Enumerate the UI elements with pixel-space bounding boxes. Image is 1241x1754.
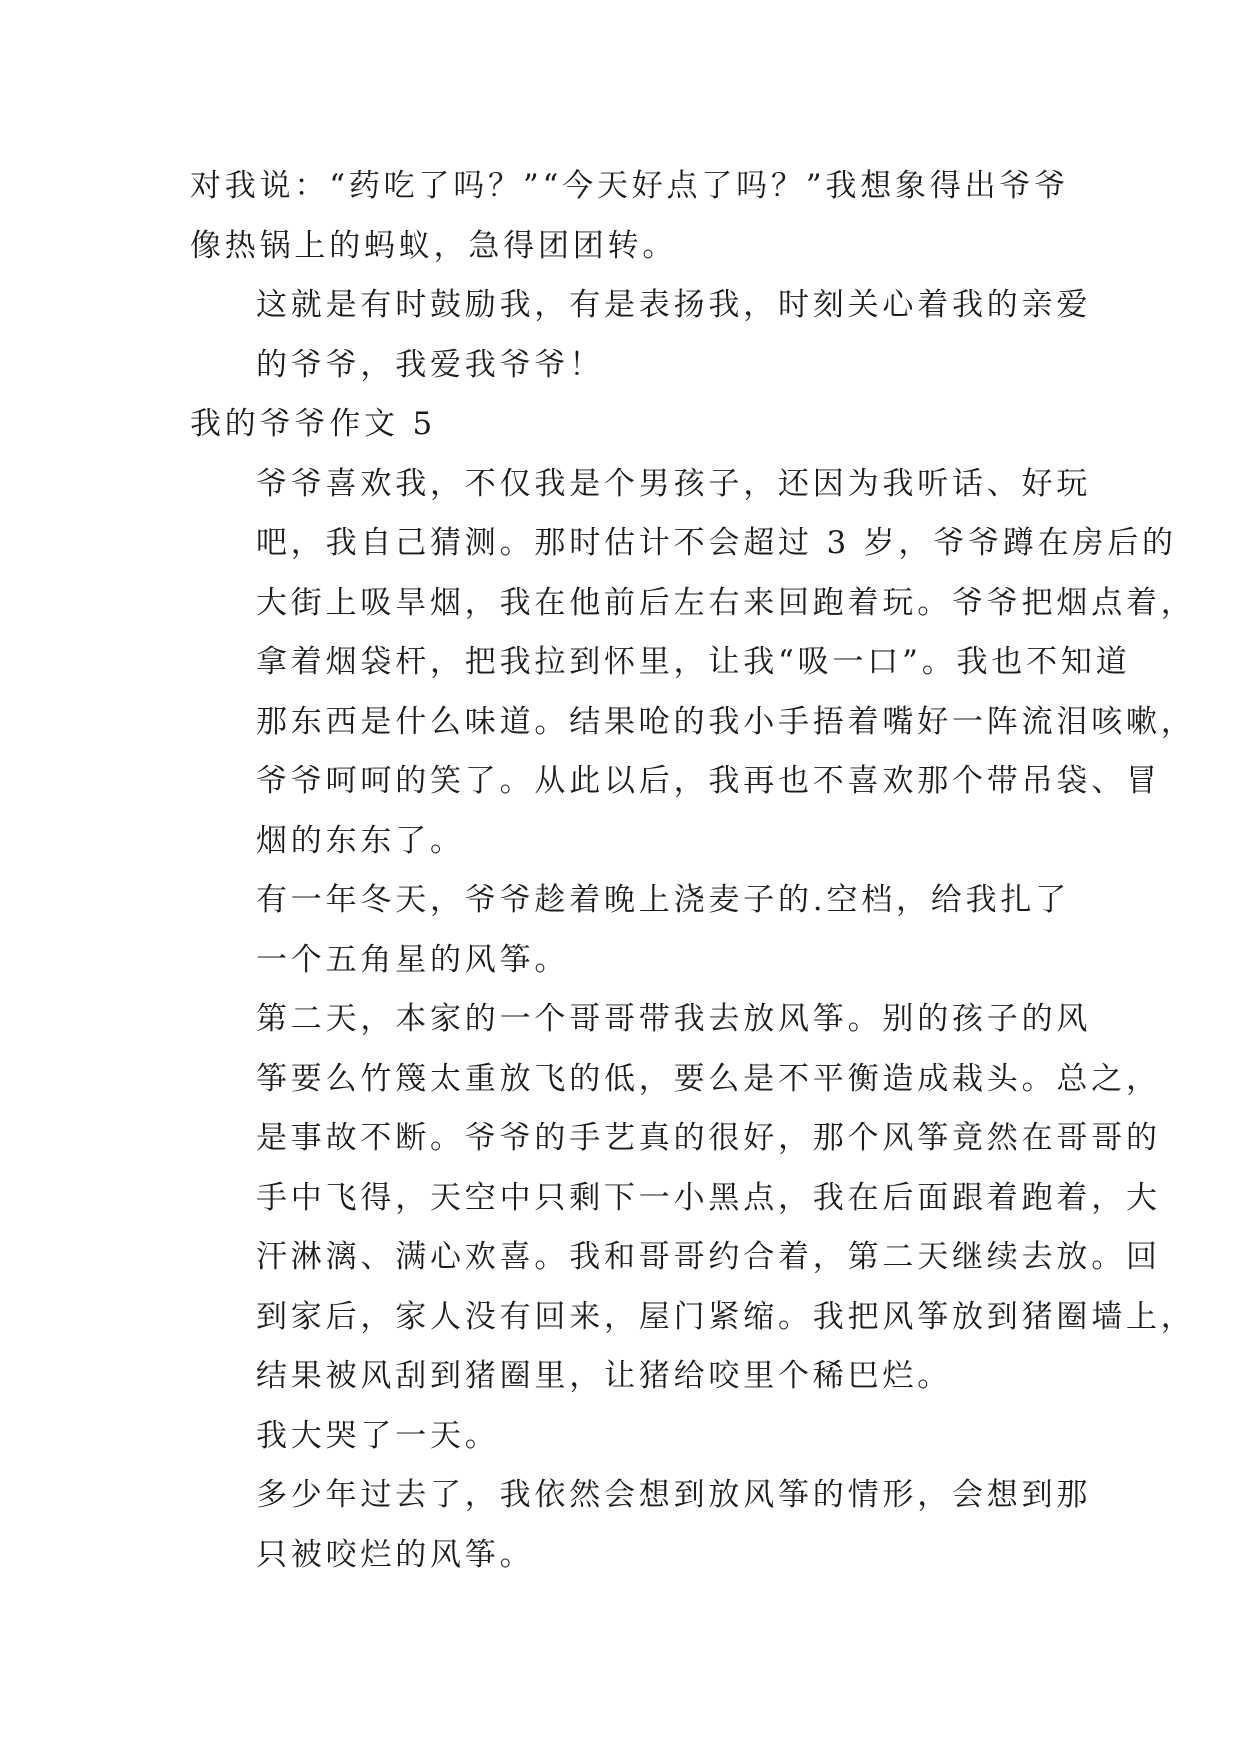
body-paragraph	[190, 990, 1196, 1407]
body-paragraph	[190, 871, 1071, 990]
text-line: 筝要么竹篾太重放飞的低，要么是不平衡造成栽头。总之，	[256, 1060, 1161, 1097]
text-line: 拿着烟袋杆，把我拉到怀里，让我“吸一口”。我也不知道	[256, 644, 1131, 680]
text-line: 我的爷爷作文 5	[190, 406, 436, 442]
body-paragraph	[190, 455, 1196, 872]
text-line: 手中飞得，天空中只剩下一小黑点，我在后面跟着跑着，大	[256, 1179, 1161, 1216]
text-line: 到家后，家人没有回来，屋门紧缩。我把风筝放到猪圈墙上，	[256, 1298, 1196, 1335]
text-line: 吧，我自己猜测。那时估计不会超过 3 岁，爷爷蹲在房后的	[256, 525, 1177, 561]
text-line: 爷爷呵呵的笑了。从此以后，我再也不喜欢那个带吊袋、冒	[256, 763, 1161, 799]
text-line: 只被咬烂的风筝。	[256, 1536, 535, 1573]
section-heading	[190, 395, 1050, 455]
text-line: 这就是有时鼓励我，有是表扬我，时刻关心着我的亲爱	[256, 287, 1092, 323]
document-body	[190, 157, 1196, 1585]
text-line: 的爷爷，我爱我爷爷！	[256, 346, 604, 383]
body-paragraph	[190, 1466, 1092, 1585]
text-line: 我大哭了一天。	[256, 1417, 500, 1454]
text-line: 烟的东东了。	[256, 822, 465, 859]
text-line: 对我说：“药吃了吗？”“今天好点了吗？”我想象得出爷爷	[190, 168, 1069, 204]
text-line: 是事故不断。爷爷的手艺真的很好，那个风筝竟然在哥哥的	[256, 1120, 1161, 1156]
text-line: 那东西是什么味道。结果呛的我小手捂着嘴好一阵流泪咳嗽，	[256, 703, 1196, 740]
body-paragraph	[190, 276, 1092, 395]
text-line: 爷爷喜欢我，不仅我是个男孩子，还因为我听话、好玩	[256, 465, 1092, 502]
text-line: 一个五角星的风筝。	[256, 941, 570, 978]
text-line: 多少年过去了，我依然会想到放风筝的情形，会想到那	[256, 1477, 1092, 1513]
text-line: 大街上吸旱烟，我在他前后左右来回跑着玩。爷爷把烟点着，	[256, 584, 1196, 621]
text-line: 汗淋漓、满心欢喜。我和哥哥约合着，第二天继续去放。回	[256, 1239, 1161, 1275]
text-line: 有一年冬天，爷爷趁着晚上浇麦子的.空档，给我扎了	[256, 882, 1071, 918]
body-paragraph	[190, 1407, 1050, 1467]
text-line: 第二天，本家的一个哥哥带我去放风筝。别的孩子的风	[256, 1001, 1092, 1037]
body-paragraph	[190, 157, 1069, 276]
text-line: 像热锅上的蚂蚁，急得团团转。	[190, 227, 678, 264]
text-line: 结果被风刮到猪圈里，让猪给咬里个稀巴烂。	[256, 1358, 952, 1394]
